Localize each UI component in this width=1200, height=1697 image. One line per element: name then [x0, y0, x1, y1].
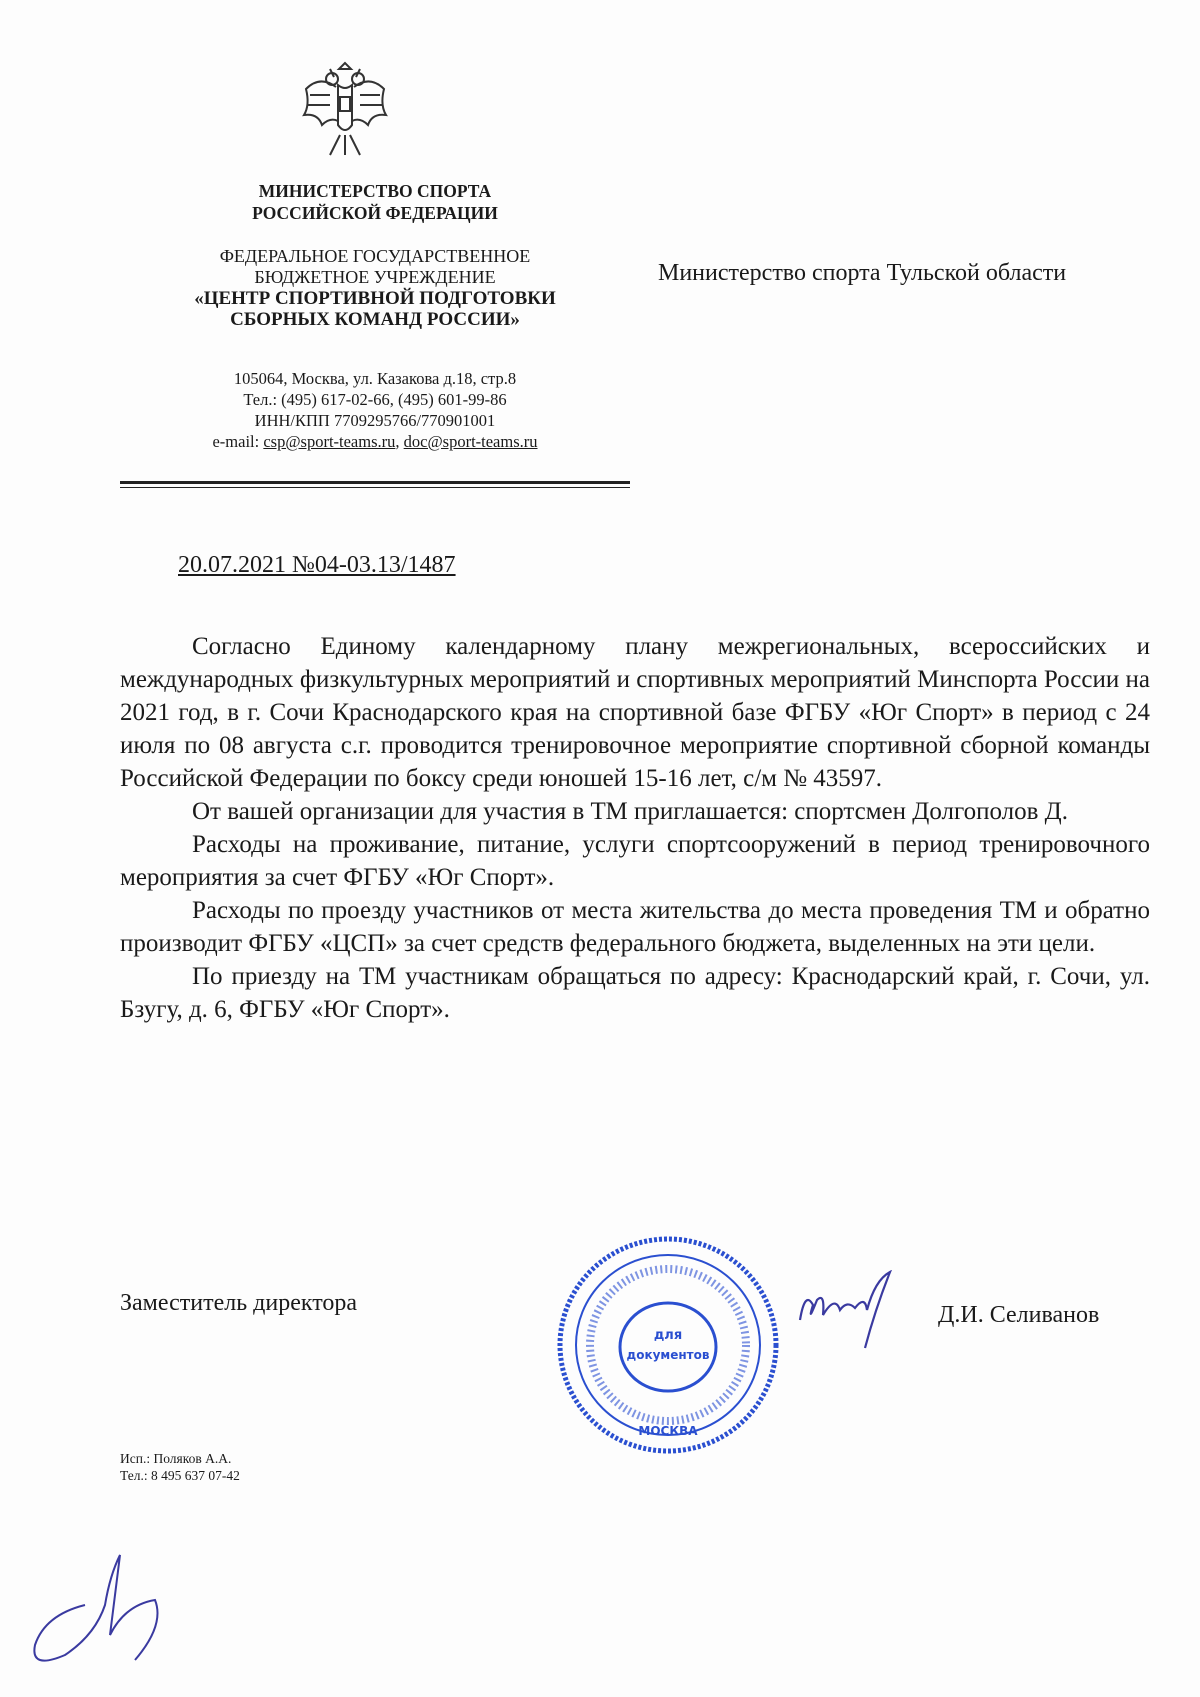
paragraph: По приезду на ТМ участникам обращаться по адресу: Краснодарский край, г. Сочи, ул. Бзугу, д. 6, ФГБУ «Юг Спорт». — [120, 963, 1150, 1023]
org-line: БЮДЖЕТНОЕ УЧРЕЖДЕНИЕ — [254, 267, 496, 287]
email-link[interactable]: doc@sport-teams.ru — [403, 432, 538, 451]
email-link[interactable]: csp@sport-teams.ru — [263, 432, 396, 451]
letter-body — [120, 630, 1150, 1026]
ministry-line: РОССИЙСКОЙ ФЕДЕРАЦИИ — [252, 203, 498, 223]
svg-text:для: для — [653, 1328, 683, 1343]
svg-text:документов: документов — [626, 1348, 710, 1362]
paragraph: Расходы на проживание, питание, услуги спортсооружений в период тренировочного мероприятия за счет ФГБУ «Юг Спорт». — [120, 831, 1150, 891]
signature-approval — [25, 1545, 175, 1675]
signer-position: Заместитель директора — [120, 1290, 358, 1316]
organization-contacts — [150, 368, 600, 452]
executor-info — [120, 1450, 240, 1484]
phones: Тел.: (495) 617-02-66, (495) 601-99-86 — [243, 390, 507, 409]
paragraph: Расходы по проезду участников от места жительства до места проведения ТМ и обратно производит ФГБУ «ЦСП» за счет средств федерального бюджета, выделенных на эти цели. — [120, 897, 1150, 957]
signer-name: Д.И. Селиванов — [938, 1302, 1100, 1328]
signature-director — [795, 1270, 900, 1350]
address: 105064, Москва, ул. Казакова д.18, стр.8 — [233, 369, 517, 388]
paragraph: От вашей организации для участия в ТМ приглашается: спортсмен Долгополов Д. — [192, 798, 1068, 825]
svg-text:МОСКВА: МОСКВА — [638, 1424, 698, 1438]
ministry-name — [150, 180, 600, 224]
organization-name — [150, 246, 600, 330]
official-stamp — [556, 1235, 786, 1460]
org-title-line: «ЦЕНТР СПОРТИВНОЙ ПОДГОТОВКИ — [194, 288, 556, 309]
inn-kpp: ИНН/КПП 7709295766/770901001 — [254, 411, 496, 430]
org-title-line: СБОРНЫХ КОМАНД РОССИИ» — [230, 309, 520, 330]
coat-of-arms-icon — [300, 55, 390, 163]
header-divider — [120, 487, 630, 488]
registration-number: 20.07.2021 №04-03.13/1487 — [178, 552, 456, 578]
ministry-line: МИНИСТЕРСТВО СПОРТА — [258, 181, 492, 201]
header-divider — [120, 481, 630, 484]
org-line: ФЕДЕРАЛЬНОЕ ГОСУДАРСТВЕННОЕ — [219, 246, 531, 266]
paragraph: Согласно Единому календарному плану межрегиональных, всероссийских и международных физкультурных мероприятий и спортивных мероприятий Минспорта России на 2021 год, в г. Сочи Краснодарского края на спортивной базе ФГБУ «Юг Спорт» в период с 24 июля по 08 августа с.г. проводится тренировочное мероприятие спортивной сборной команды Российской Федерации по боксу среди юношей 15-16 лет, с/м № 43597. — [120, 633, 1150, 792]
email-separator: , — [395, 432, 404, 451]
recipient: Министерство спорта Тульской области — [658, 260, 1067, 286]
executor-phone: Тел.: 8 495 637 07-42 — [120, 1468, 240, 1483]
executor-name: Исп.: Поляков А.А. — [120, 1451, 232, 1466]
email-label: e-mail: — [212, 432, 264, 451]
